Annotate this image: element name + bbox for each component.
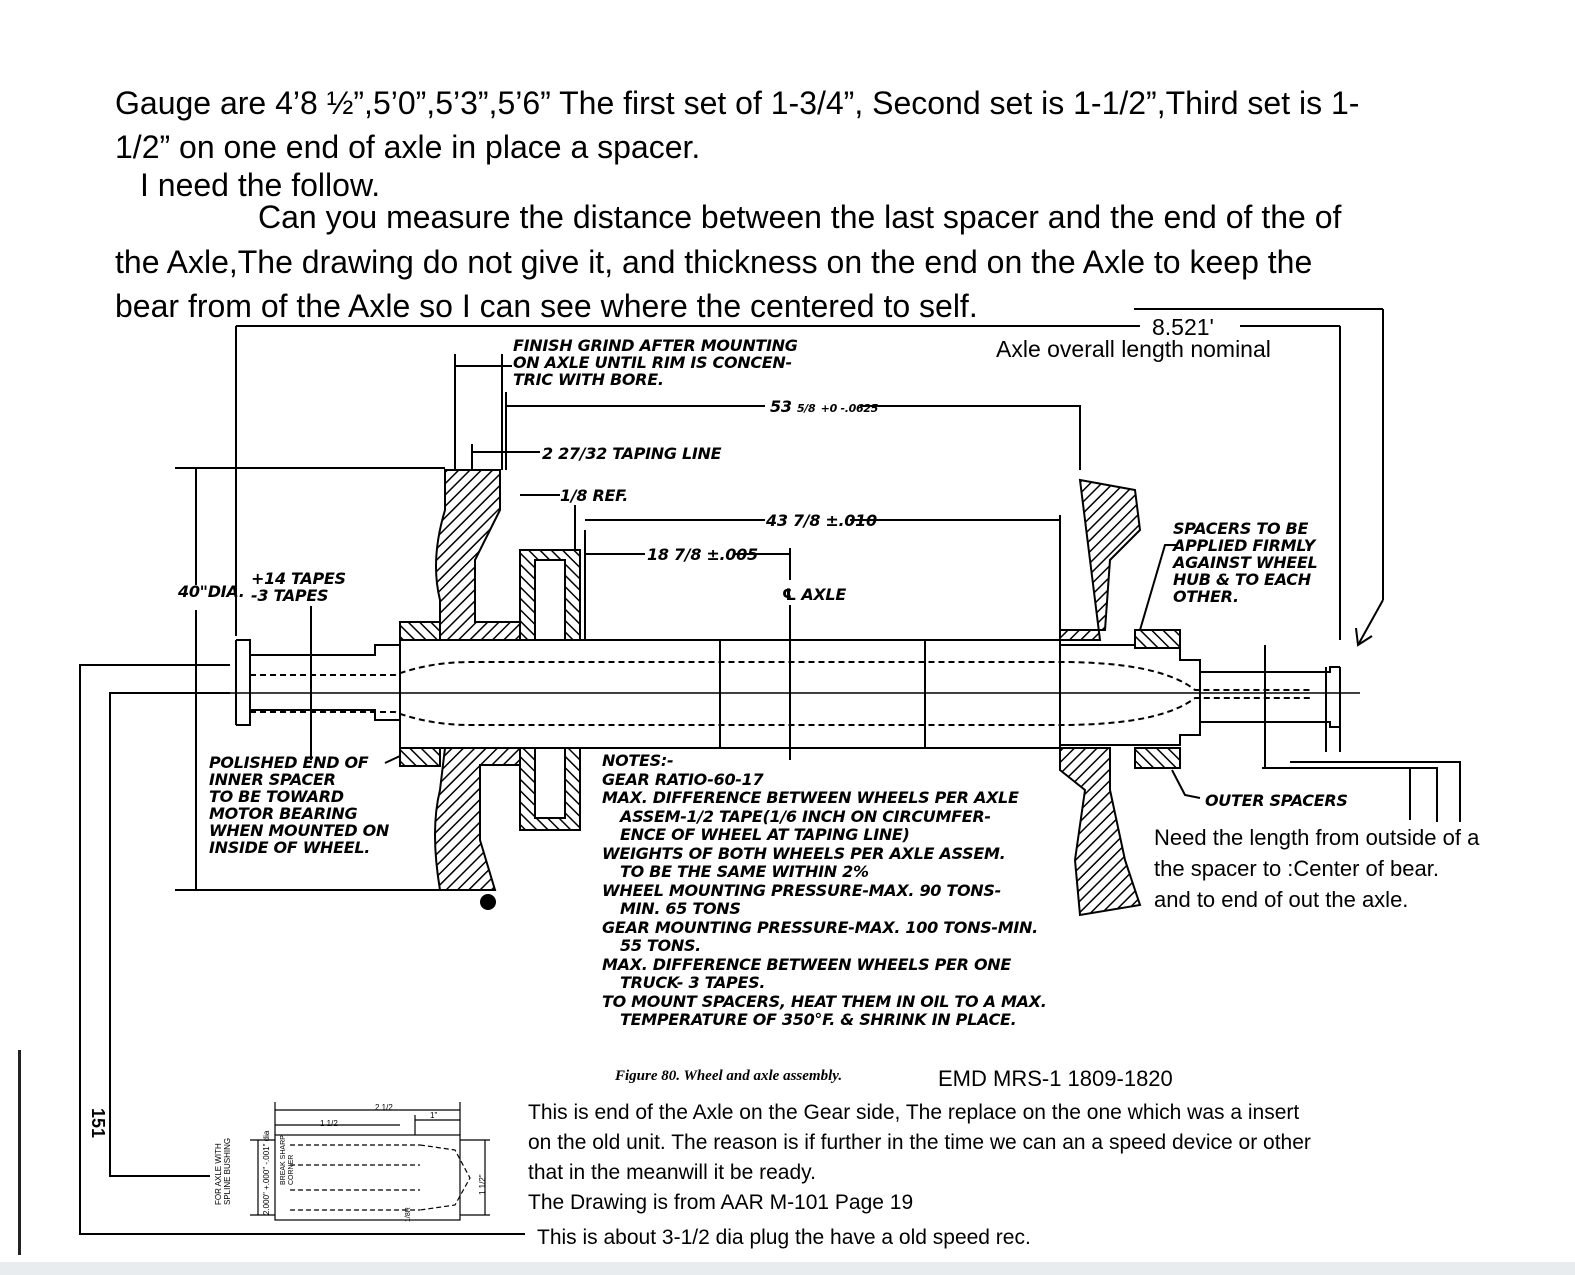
spacers-line-3: AGAINST WHEEL xyxy=(1173,553,1318,572)
notes-line: MAX. DIFFERENCE BETWEEN WHEELS PER AXLE xyxy=(602,788,1019,807)
polished-line-3: TO BE TOWARD xyxy=(209,787,344,806)
inset-dia-label: 2.000" +.000" -.001" dia xyxy=(262,1130,271,1215)
figure-caption: Figure 80. Wheel and axle assembly. xyxy=(615,1068,843,1084)
inset-side-line-1: FOR AXLE WITH xyxy=(214,1143,223,1205)
dim-53-value: 53 xyxy=(770,397,792,416)
spacers-line-4: HUB & TO EACH xyxy=(1173,570,1311,589)
inset-dim-bottom: 1/8R xyxy=(405,1207,412,1222)
inset-corner-label xyxy=(280,1135,296,1185)
drawing-notes xyxy=(602,752,1047,1030)
notes-line: WHEEL MOUNTING PRESSURE-MAX. 90 TONS- xyxy=(602,880,1001,900)
polished-line-6: INSIDE OF WHEEL. xyxy=(209,838,371,857)
tapes-minus: -3 TAPES xyxy=(251,586,329,605)
rim-blob xyxy=(480,894,496,910)
spacers-line-2: APPLIED FIRMLY xyxy=(1173,536,1315,555)
bottom-note-last: This is about 3-1/2 dia plug the have a old speed rec. xyxy=(537,1226,1031,1249)
notes-line: TO BE THE SAME WITHIN 2% xyxy=(620,862,869,881)
dim-18: 18 7/8 ±.005 xyxy=(647,545,758,564)
inset-dim-top: 2 1/2 xyxy=(375,1103,393,1112)
right-note-line-1: Need the length from outside of a xyxy=(1154,825,1480,850)
inset-dim-small: 1" xyxy=(430,1111,438,1120)
inset-dim-top2: 1 1/2 xyxy=(320,1119,338,1128)
finish-grind-line-1: FINISH GRIND AFTER MOUNTING xyxy=(513,336,798,355)
right-note-line-3: and to end of out the axle. xyxy=(1154,887,1409,912)
inset-side-label xyxy=(214,1138,232,1205)
overall-length-label: Axle overall length nominal xyxy=(996,336,1271,362)
scan-bottom-strip xyxy=(0,1262,1575,1275)
header-line-3: I need the follow. xyxy=(140,167,381,203)
right-note-line-2: the spacer to :Center of bear. xyxy=(1154,856,1439,881)
dim-53-frac: 5/8 xyxy=(796,402,816,415)
spacers-line-1: SPACERS TO BE xyxy=(1173,519,1309,538)
notes-line: MIN. 65 TONS xyxy=(620,899,741,918)
notes-line: ENCE OF WHEEL AT TAPING LINE) xyxy=(620,825,910,844)
ref-label: 1/8 REF. xyxy=(560,486,629,505)
polished-line-1: POLISHED END OF xyxy=(209,753,369,772)
inset-corner-line-1: BREAK SHARP xyxy=(280,1135,287,1185)
inset-side-line-2: SPLINE BUSHING xyxy=(223,1137,232,1205)
notes-line: NOTES:- xyxy=(602,751,674,770)
overall-length-value: 8.521' xyxy=(1152,314,1214,340)
header-line-4: Can you measure the distance between the last spacer and the end of the of xyxy=(258,199,1342,235)
polished-line-2: INNER SPACER xyxy=(209,770,336,789)
notes-line: WEIGHTS OF BOTH WHEELS PER AXLE ASSEM. xyxy=(602,843,1006,863)
bottom-note-line-4: The Drawing is from AAR M-101 Page 19 xyxy=(528,1191,914,1214)
spacers-line-5: OTHER. xyxy=(1173,587,1239,606)
finish-grind-line-2: ON AXLE UNTIL RIM IS CONCEN- xyxy=(513,353,792,372)
inset-corner-line-2: CORNER xyxy=(288,1154,295,1185)
model-caption: EMD MRS-1 1809-1820 xyxy=(938,1066,1173,1091)
notes-line: MAX. DIFFERENCE BETWEEN WHEELS PER ONE xyxy=(602,954,1011,974)
notes-line: GEAR RATIO-60-17 xyxy=(602,769,764,789)
polished-line-5: WHEN MOUNTED ON xyxy=(209,821,390,840)
spacers-note xyxy=(1173,520,1317,605)
taping-line-label: 2 27/32 TAPING LINE xyxy=(542,444,722,463)
bottom-note-line-3: that in the meanwill it be ready. xyxy=(528,1161,816,1184)
notes-line: TRUCK- 3 TAPES. xyxy=(620,973,766,992)
header-line-6: bear from of the Axle so I can see where the centered to self. xyxy=(115,288,978,324)
notes-line: TO MOUNT SPACERS, HEAT THEM IN OIL TO A MAX. xyxy=(602,991,1047,1011)
bottom-note-line-1: This is end of the Axle on the Gear side, The replace on the one which was a insert xyxy=(528,1101,1300,1124)
notes-line: GEAR MOUNTING PRESSURE-MAX. 100 TONS-MIN. xyxy=(602,917,1038,937)
right-note xyxy=(1154,822,1479,915)
outer-spacers-label: OUTER SPACERS xyxy=(1205,791,1348,810)
polished-line-4: MOTOR BEARING xyxy=(209,804,358,823)
dim-53-tol: +0 -.0625 xyxy=(820,402,879,415)
header-line-1: Gauge are 4’8 ½”,5’0”,5’3”,5’6” The first set of 1-3/4”, Second set is 1-1/2”,Third set is 1- xyxy=(115,85,1360,121)
notes-line: 55 TONS. xyxy=(620,936,701,955)
notes-line: ASSEM-1/2 TAPE(1/6 INCH ON CIRCUMFER- xyxy=(620,806,991,826)
tapes-plus: +14 TAPES xyxy=(251,569,346,588)
page-number: 151 xyxy=(88,1108,108,1139)
finish-grind-line-3: TRIC WITH BORE. xyxy=(513,370,664,389)
inset-dim-right: 1 1/2" xyxy=(478,1174,487,1195)
dim-43: 43 7/8 ±.010 xyxy=(766,511,877,530)
header-line-2: 1/2” on one end of axle in place a spacer. xyxy=(115,129,701,165)
notes-line: TEMPERATURE OF 350°F. & SHRINK IN PLACE. xyxy=(620,1010,1017,1029)
finish-grind-note xyxy=(513,337,798,388)
dia-40-label: 40"DIA. xyxy=(178,582,245,601)
dim-53 xyxy=(770,398,878,417)
scan-edge xyxy=(18,1050,21,1255)
axle-centerline-label: ℄ AXLE xyxy=(782,585,846,604)
bottom-note xyxy=(528,1098,1311,1218)
polished-end-note xyxy=(209,754,389,856)
header-line-5: the Axle,The drawing do not give it, and thickness on the end on the Axle to keep the xyxy=(115,244,1313,280)
tapes-label xyxy=(251,570,346,604)
bottom-note-line-2: on the old unit. The reason is if further in the time we can an a speed device or other xyxy=(528,1131,1311,1154)
